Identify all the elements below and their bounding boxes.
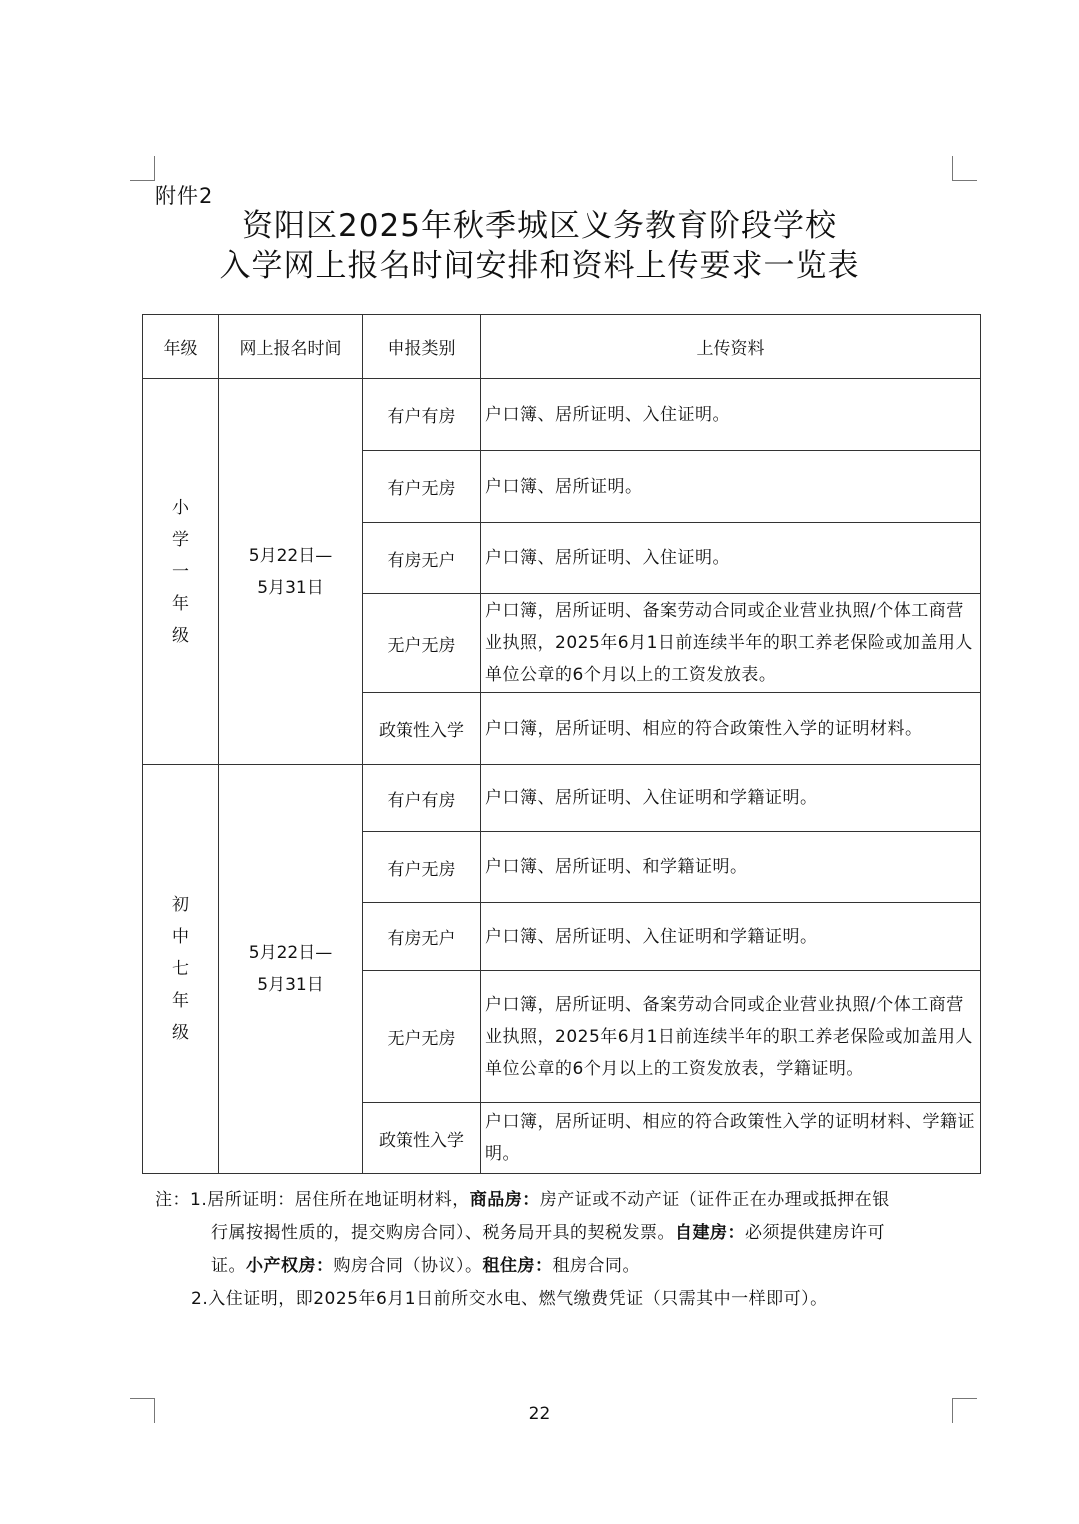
table-header-row: [143, 315, 981, 379]
docs-cell: 户口簿，居所证明、相应的符合政策性入学的证明材料。: [481, 693, 981, 765]
docs-cell: 户口簿，居所证明、备案劳动合同或企业营业执照/个体工商营业执照，2025年6月1日前连续半年的职工养老保险或加盖用人单位公章的6个月以上的工资发放表，学籍证明。: [481, 971, 981, 1103]
category-cell: 有户无房: [363, 832, 481, 903]
docs-cell: 户口簿、居所证明、入住证明和学籍证明。: [481, 765, 981, 832]
category-cell: 有房无户: [363, 903, 481, 971]
note-1-continuation: 行属按揭性质的，提交购房合同）、税务局开具的契税发票。自建房：必须提供建房许可: [211, 1223, 885, 1243]
category-cell: 有户有房: [363, 765, 481, 832]
docs-cell: 户口簿，居所证明、相应的符合政策性入学的证明材料、学籍证明。: [481, 1103, 981, 1174]
docs-cell: 户口簿、居所证明、入住证明。: [481, 379, 981, 451]
docs-cell: 户口簿、居所证明、入住证明。: [481, 523, 981, 594]
docs-cell: 户口簿、居所证明。: [481, 451, 981, 523]
note-2-line: 2.入住证明，即2025年6月1日前所交水电、燃气缴费凭证（只需其中一样即可）。: [191, 1289, 828, 1309]
registration-time-primary: 5月22日— 5月31日: [219, 379, 363, 765]
header-time: 网上报名时间: [219, 315, 363, 379]
grade-junior-7: 初 中 七 年 级: [143, 765, 219, 1174]
note-1-continuation: 证。小产权房：购房合同（协议）。租住房：租房合同。: [211, 1256, 640, 1276]
category-cell: 无户无房: [363, 971, 481, 1103]
category-cell: 政策性入学: [363, 693, 481, 765]
page-number: 22: [528, 1404, 551, 1424]
table-row: [143, 765, 981, 832]
registration-time-junior: 5月22日— 5月31日: [219, 765, 363, 1174]
document-title-line1: 资阳区2025年秋季城区义务教育阶段学校: [242, 208, 837, 244]
grade-primary-1: 小 学 一 年 级: [143, 379, 219, 765]
crop-mark-top-left: [130, 156, 155, 181]
category-cell: 政策性入学: [363, 1103, 481, 1174]
category-cell: 有房无户: [363, 523, 481, 594]
document-title-line2: 入学网上报名时间安排和资料上传要求一览表: [219, 248, 860, 284]
table-row: [143, 379, 981, 451]
category-cell: 有户有房: [363, 379, 481, 451]
header-grade: 年级: [143, 315, 219, 379]
docs-cell: 户口簿，居所证明、备案劳动合同或企业营业执照/个体工商营业执照，2025年6月1日前连续半年的职工养老保险或加盖用人单位公章的6个月以上的工资发放表。: [481, 594, 981, 693]
note-1-line: 注：1.居所证明：居住所在地证明材料，商品房：房产证或不动产证（证件正在办理或抵押在银: [155, 1190, 890, 1210]
category-cell: 无户无房: [363, 594, 481, 693]
crop-mark-top-right: [952, 156, 977, 181]
notes-section: [155, 1184, 965, 1316]
docs-cell: 户口簿、居所证明、和学籍证明。: [481, 832, 981, 903]
requirements-table: [142, 314, 981, 1174]
header-docs: 上传资料: [481, 315, 981, 379]
attachment-label: 附件2: [155, 184, 214, 208]
docs-cell: 户口簿、居所证明、入住证明和学籍证明。: [481, 903, 981, 971]
header-category: 申报类别: [363, 315, 481, 379]
category-cell: 有户无房: [363, 451, 481, 523]
